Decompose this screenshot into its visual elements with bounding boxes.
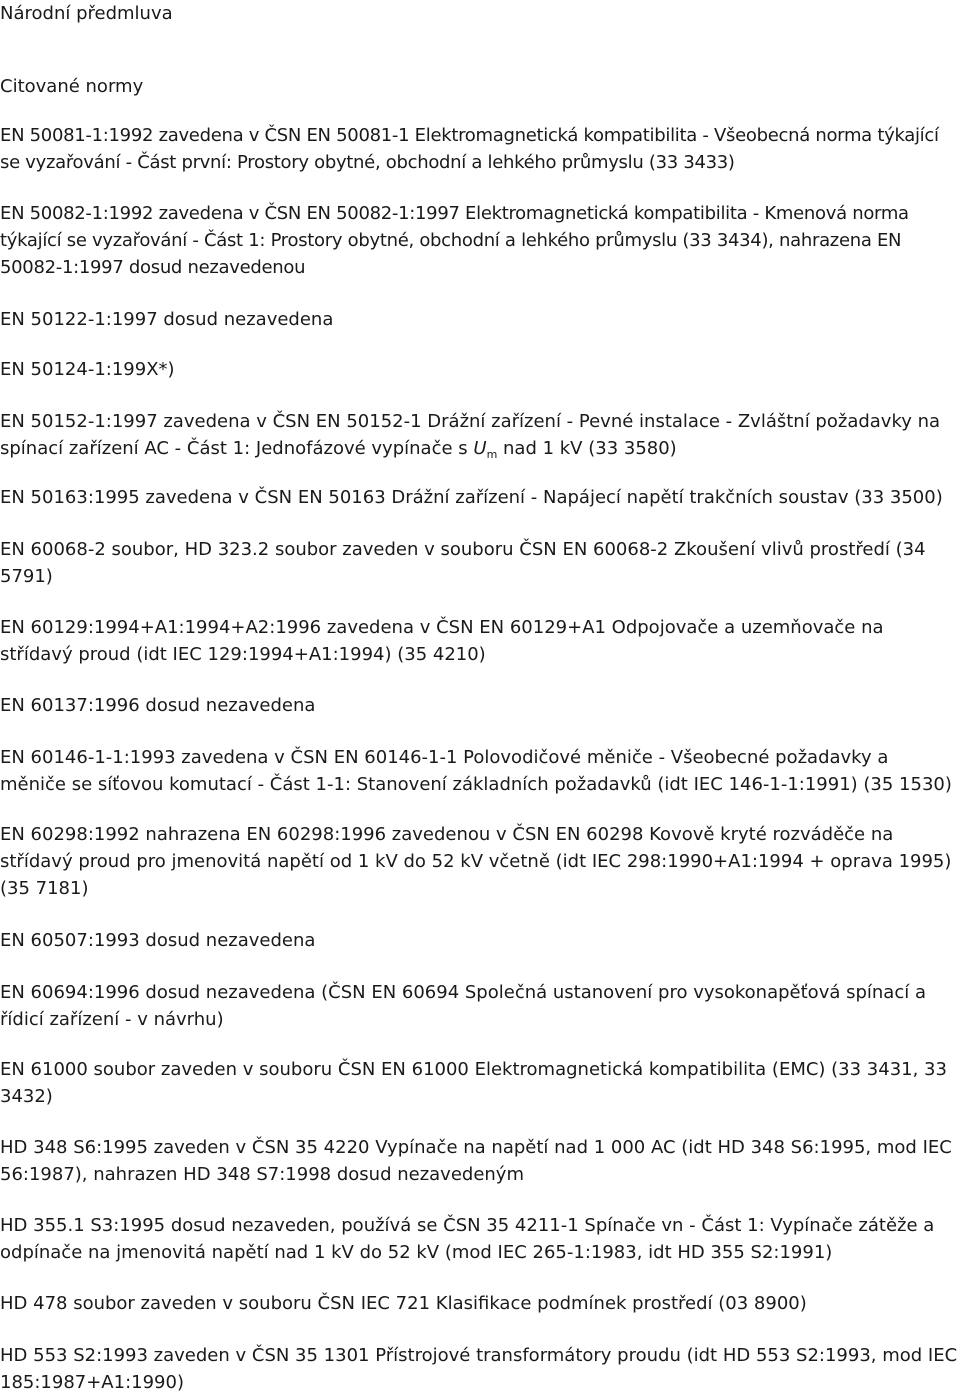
reference-entry-text: EN 50152-1:1997 zavedena v ČSN EN 50152-1 Drážní zařízení - Pevné instalace - Zvláštní požadavky na spínací zařízení AC - Část 1: Jednofázové vypínače s — [0, 411, 941, 459]
reference-entry: EN 61000 soubor zaveden v souboru ČSN EN 61000 Elektromagnetická kompatibilita (EMC) (33 3431, 33 3432) — [0, 1059, 947, 1107]
reference-entry-text: nad 1 kV (33 3580) — [497, 438, 677, 459]
reference-entry: EN 60129:1994+A1:1994+A2:1996 zavedena v ČSN EN 60129+A1 Odpojovače a uzemňovače na střídavý proud (idt IEC 129:1994+A1:1994) (35 4210) — [0, 617, 884, 665]
reference-entry: EN 60146-1-1:1993 zavedena v ČSN EN 60146-1-1 Polovodičové měniče - Všeobecné požadavky a měniče se síťovou komutací - Část 1-1: Stanovení základních požadavků (idt IEC 146-1-1:1991) (35 1530) — [0, 747, 952, 795]
reference-entry: HD 348 S6:1995 zaveden v ČSN 35 4220 Vypínače na napětí nad 1 000 AC (idt HD 348 S6:1995, mod IEC 56:1987), nahrazen HD 348 S7:1998 dosud nezavedeným — [0, 1137, 952, 1185]
reference-entry: EN 50122-1:1997 dosud nezavedena — [0, 309, 334, 330]
reference-entry: EN 50082-1:1992 zavedena v ČSN EN 50082-1:1997 Elektromagnetická kompatibilita - Kmenová norma týkající se vyzařování - Část 1: Prostory obytné, obchodní a lehkého průmyslu (33 3434), nahrazena EN 50082-1:1997 dosud nezavedenou — [0, 203, 909, 278]
reference-entry: EN 50081-1:1992 zavedena v ČSN EN 50081-1 Elektromagnetická kompatibilita - Všeobecná norma týkající se vyzařování - Část první: Prostory obytné, obchodní a lehkého průmyslu (33 3433) — [0, 125, 939, 173]
reference-entry: HD 553 S2:1993 zaveden v ČSN 35 1301 Přístrojové transformátory proudu (idt HD 553 S2:1993, mod IEC 185:1987+A1:1990) — [0, 1345, 958, 1393]
section-heading: Citované normy — [0, 76, 144, 97]
voltage-symbol: U — [473, 438, 487, 459]
page-title: Národní předmluva — [0, 3, 173, 24]
reference-entry: EN 60137:1996 dosud nezavedena — [0, 695, 316, 716]
reference-entry: EN 50124-1:199X*) — [0, 359, 175, 380]
reference-entry — [0, 408, 960, 462]
reference-entry: EN 50163:1995 zavedena v ČSN EN 50163 Drážní zařízení - Napájecí napětí trakčních soustav (33 3500) — [0, 487, 943, 508]
reference-entry: EN 60694:1996 dosud nezavedena (ČSN EN 60694 Společná ustanovení pro vysokonapěťová spínací a řídicí zařízení - v návrhu) — [0, 982, 926, 1030]
reference-entry: EN 60507:1993 dosud nezavedena — [0, 930, 316, 951]
reference-entry: HD 355.1 S3:1995 dosud nezaveden, používá se ČSN 35 4211-1 Spínače vn - Část 1: Vypínače zátěže a odpínače na jmenovitá napětí nad 1 kV do 52 kV (mod IEC 265-1:1983, idt HD 355 S2:1991) — [0, 1215, 935, 1263]
voltage-subscript: m — [486, 448, 498, 461]
reference-entry: EN 60298:1992 nahrazena EN 60298:1996 zavedenou v ČSN EN 60298 Kovově kryté rozváděče na střídavý proud pro jmenovitá napětí od 1 kV do 52 kV včetně (idt IEC 298:1990+A1:1994 + oprava 1995) (35 7181) — [0, 824, 952, 899]
reference-entry: HD 478 soubor zaveden v souboru ČSN IEC 721 Klasifikace podmínek prostředí (03 8900) — [0, 1293, 807, 1314]
reference-entry: EN 60068-2 soubor, HD 323.2 soubor zaveden v souboru ČSN EN 60068-2 Zkoušení vlivů prostředí (34 5791) — [0, 539, 926, 587]
